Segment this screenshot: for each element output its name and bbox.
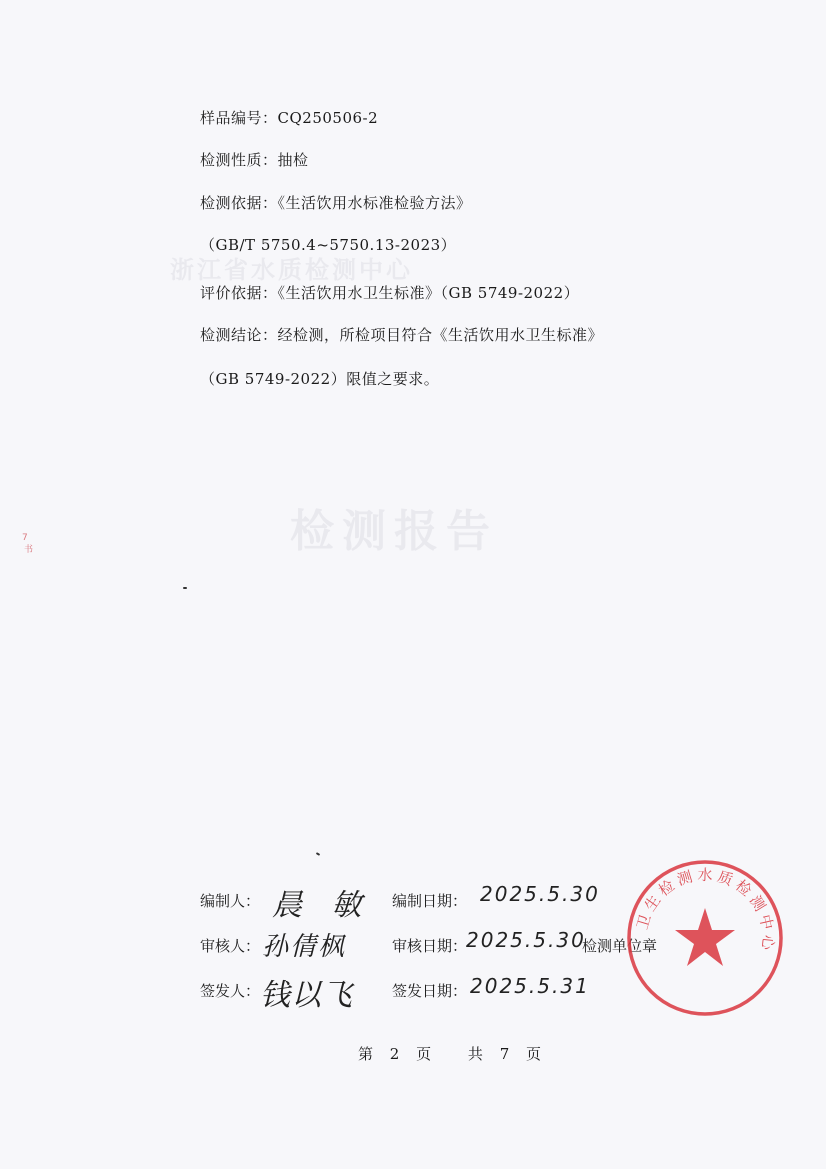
svg-text:7: 7 [22,533,28,543]
compile-date: 2025.5.30 [480,882,600,906]
test-basis: 检测依据：《生活饮用水标准检验方法》 [200,194,472,212]
pager-suffix: 页 [526,1045,542,1063]
test-conclusion-continued: （GB 5749-2022）限值之要求。 [200,370,440,388]
test-conclusion: 检测结论：经检测，所检项目符合《生活饮用水卫生标准》 [200,326,604,344]
scan-speck [316,852,320,856]
svg-text:卫生检测水质检测中心: 卫生检测水质检测中心 [633,865,778,955]
official-seal-icon [625,858,785,1018]
review-date-label: 审核日期： [392,937,468,955]
seal-label: 检测单位章 [582,937,658,955]
pager-total-prefix: 共 [467,1045,483,1063]
sample-number: 样品编号：CQ250506-2 [200,109,379,127]
ghost-report-title: 检测报告 [290,506,498,557]
compiler-signature: 晨 敏 [272,888,372,923]
reviewer-signature: 孙倩枫 [262,932,347,962]
pager-current: 2 [389,1045,400,1063]
reviewer-label: 审核人： [200,937,261,955]
ghost-org-name: 浙江省水质检测中心 [170,256,413,284]
page-indicator [358,1043,549,1064]
issuer-label: 签发人： [200,982,261,1000]
partial-side-seal-icon [0,490,42,600]
pager-prefix: 第 [358,1045,374,1063]
pager-mid: 页 [416,1045,432,1063]
compile-date-label: 编制日期： [392,892,468,910]
test-basis-standard: （GB/T 5750.4~5750.13-2023） [200,236,457,254]
scan-speck [183,587,187,589]
issue-date: 2025.5.31 [470,974,590,998]
issue-date-label: 签发日期： [392,982,468,1000]
evaluation-basis: 评价依据：《生活饮用水卫生标准》（GB 5749-2022） [200,284,580,302]
issuer-signature: 钱以飞 [260,978,353,1013]
compiler-label: 编制人： [200,892,261,910]
svg-text:书: 书 [24,545,34,555]
pager-total: 7 [499,1045,510,1063]
review-date: 2025.5.30 [466,928,586,952]
test-nature: 检测性质：抽检 [200,151,309,169]
